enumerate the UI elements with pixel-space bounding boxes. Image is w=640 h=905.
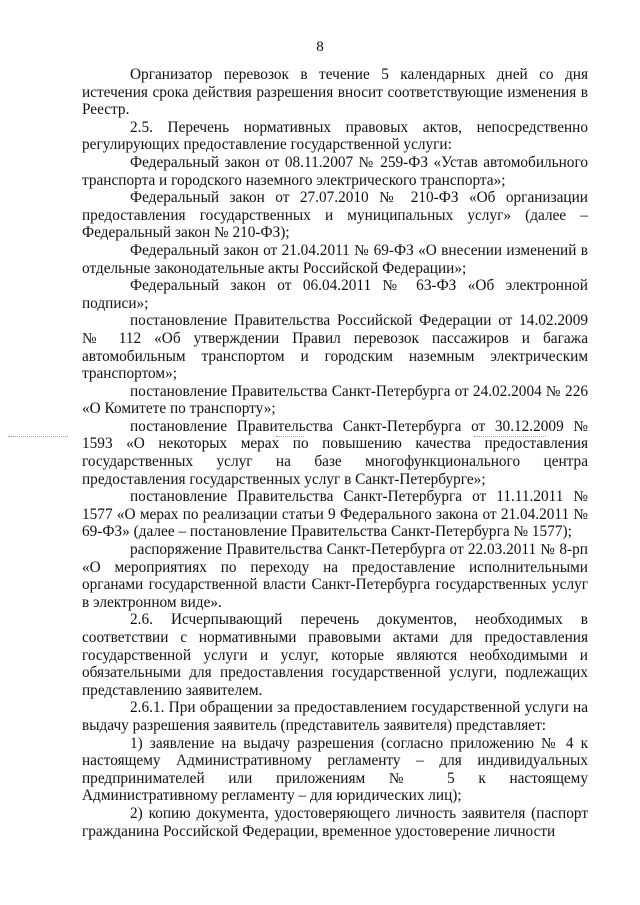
page-number: 8 — [316, 39, 324, 55]
paragraph-law-210-fz: Федеральный закон от 27.07.2010 № 210-ФЗ «Об организации предоставления государственных и муниципальных услуг» (далее – Федеральный закон № 210-ФЗ); — [82, 189, 588, 242]
paragraph-law-259-fz: Федеральный закон от 08.11.2007 № 259-ФЗ «Устав автомобильного транспорта и городского наземного электрического транспорта»; — [82, 153, 588, 189]
paragraph-section-2-5: 2.5. Перечень нормативных правовых актов, непосредственно регулирующих предоставление государственной услуги: — [82, 118, 588, 154]
paragraph-law-69-fz: Федеральный закон от 21.04.2011 № 69-ФЗ «О внесении изменений в отдельные законодательные акты Российской Федерации»; — [82, 241, 588, 277]
paragraph-registry-changes: Организатор перевозок в течение 5 календарных дней со дня истечения срока действия разрешения вносит соответствующие изменения в Реестр. — [82, 66, 588, 119]
paragraph-resolution-112: постановление Правительства Российской Федерации от 14.02.2009 № 112 «Об утверждении Правил перевозок пассажиров и багажа автомобильным транспортом и городским наземным электрическим транспортом»; — [82, 312, 588, 383]
paragraph-section-2-6-1: 2.6.1. При обращении за предоставлением государственной услуги на выдачу разрешения заявитель (представитель заявителя) представляет: — [82, 699, 588, 734]
scan-artifact — [8, 436, 68, 438]
paragraph-resolution-1577: постановление Правительства Санкт-Петербурга от 11.11.2011 № 1577 «О мерах по реализации статьи 9 Федерального закона от 21.04.2011 № 69-ФЗ» (далее – постановление Правительства Санкт-Петербурга № 1577); — [82, 488, 588, 541]
paragraph-law-63-fz: Федеральный закон от 06.04.2011 № 63-ФЗ «Об электронной подписи»; — [82, 277, 588, 312]
paragraph-item-2: 2) копию документа, удостоверяющего личность заявителя (паспорт гражданина Российской Федерации, временное удостоверение личности — [82, 804, 588, 840]
paragraph-order-8-rp: распоряжение Правительства Санкт-Петербурга от 22.03.2011 № 8-рп «О мероприятиях по переходу на предоставление исполнительными органами государственной власти Санкт-Петербурга государственных услуг в электронном виде». — [82, 541, 588, 611]
document-body — [82, 66, 588, 840]
paragraph-section-2-6: 2.6. Исчерпывающий перечень документов, необходимых в соответствии с нормативными правовыми актами для предоставления государственной услуги и услуг, которые являются необходимыми и обязательными для предоставления государственной услуги, подлежащих представлению заявителем. — [82, 611, 588, 699]
paragraph-resolution-226: постановление Правительства Санкт-Петербурга от 24.02.2004 № 226 «О Комитете по транспорту»; — [82, 382, 588, 418]
paragraph-resolution-1593: постановление Правительства Санкт-Петербурга от 30.12.2009 № 1593 «О некоторых мерах по повышению качества предоставления государственных услуг на базе многофункционального центра предоставления государственных услуг в Санкт-Петербурге»; — [82, 417, 588, 488]
paragraph-item-1: 1) заявление на выдачу разрешения (согласно приложению № 4 к настоящему Административному регламенту – для индивидуальных предпринимателей или приложениям № 5 к настоящему Административному регламенту – для юридических лиц); — [82, 734, 588, 805]
